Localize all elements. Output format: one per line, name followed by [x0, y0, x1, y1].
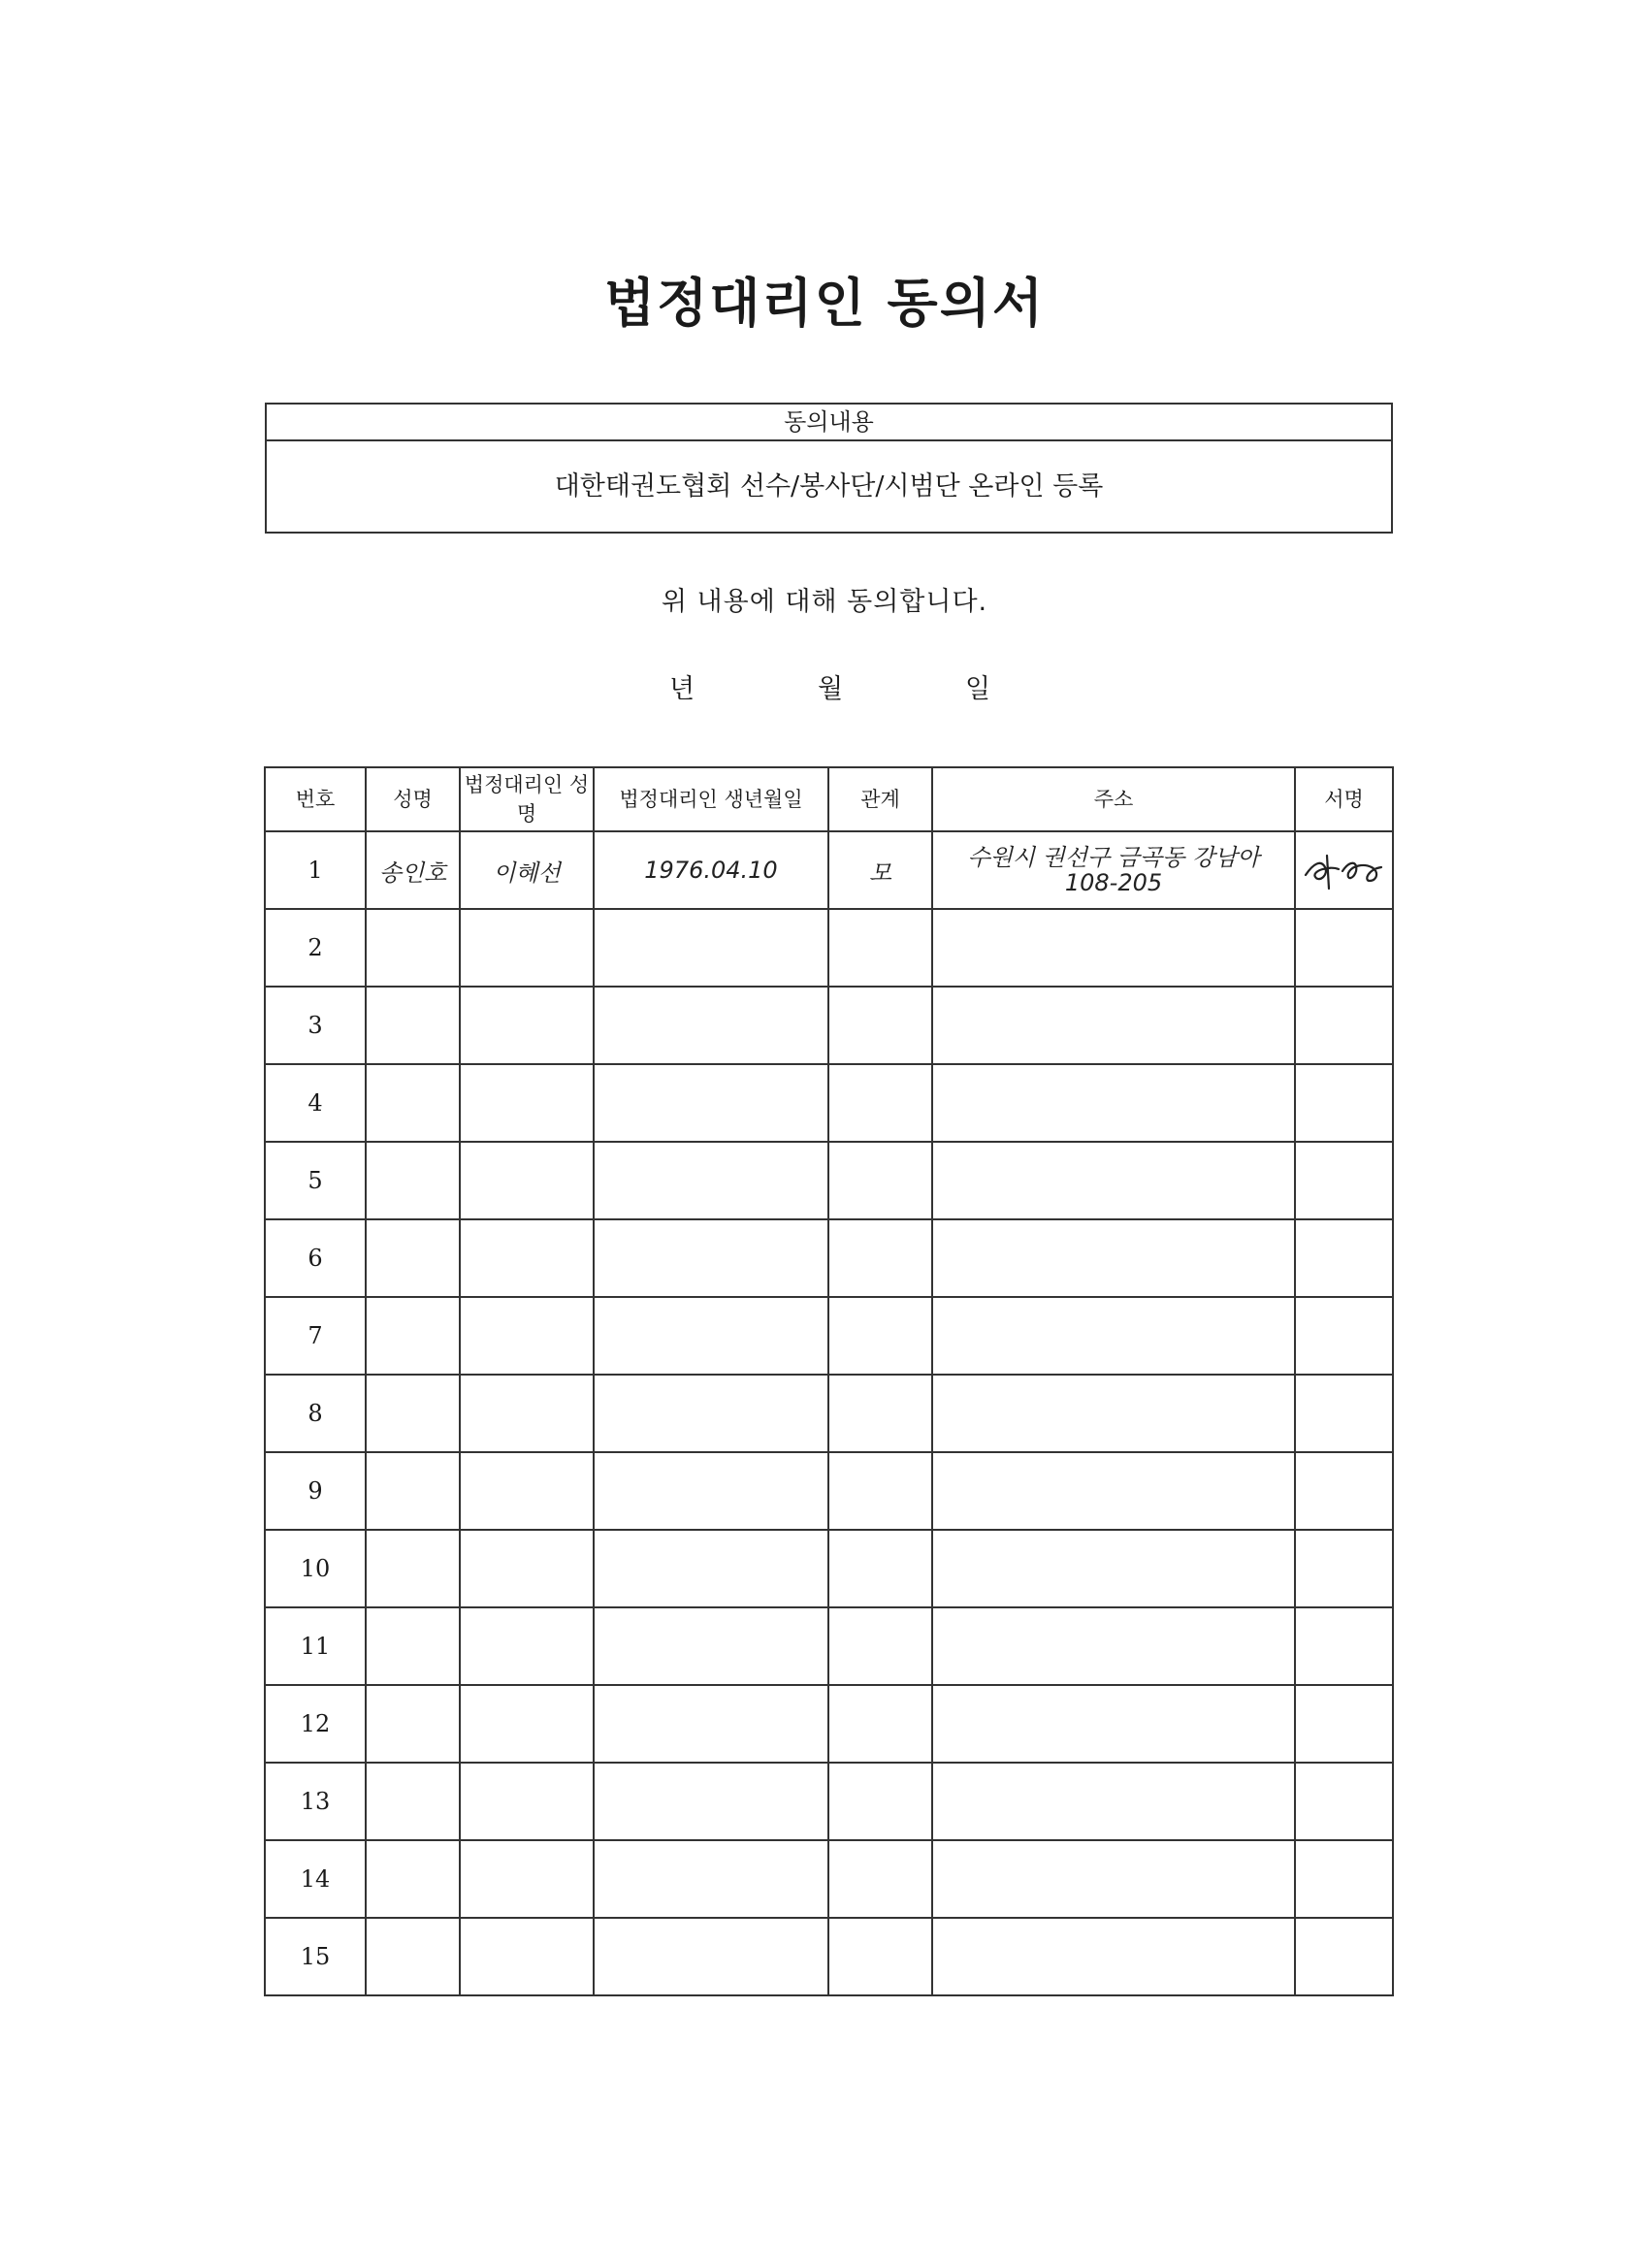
agree-statement: 위 내용에 대해 동의합니다. [661, 587, 988, 617]
row-number: 13 [265, 1763, 366, 1840]
row-number: 10 [265, 1530, 366, 1607]
player-name [366, 1142, 460, 1219]
address [932, 1685, 1295, 1763]
table-row [265, 1452, 1393, 1530]
guardian-name [460, 1763, 594, 1840]
table-row [265, 1219, 1393, 1297]
table-row [265, 987, 1393, 1064]
relation [828, 1064, 932, 1142]
signature [1295, 1375, 1393, 1452]
signature [1295, 1219, 1393, 1297]
guardian-birthdate: 1976.04.10 [594, 831, 828, 909]
guardian-birthdate [594, 1219, 828, 1297]
player-name [366, 1840, 460, 1918]
page-title: 법정대리인 동의서 [603, 273, 1046, 334]
row-number: 5 [265, 1142, 366, 1219]
table-row [265, 1918, 1393, 1995]
consent-header: 동의내용 [267, 405, 1391, 441]
relation [828, 1452, 932, 1530]
signature [1295, 909, 1393, 987]
table-row [265, 1297, 1393, 1375]
guardian-birthdate [594, 1530, 828, 1607]
guardian-birthdate [594, 1607, 828, 1685]
address [932, 1763, 1295, 1840]
signature [1295, 1452, 1393, 1530]
address [932, 1840, 1295, 1918]
relation [828, 1297, 932, 1375]
address [932, 831, 1295, 909]
row-number: 14 [265, 1840, 366, 1918]
row-number: 2 [265, 909, 366, 987]
signature [1295, 831, 1393, 909]
date-year-label: 년 [669, 674, 695, 704]
relation: 모 [828, 831, 932, 909]
table-row [265, 1530, 1393, 1607]
row-number: 3 [265, 987, 366, 1064]
table-row [265, 909, 1393, 987]
date-month-label: 월 [818, 674, 844, 704]
player-name: 송인호 [366, 831, 460, 909]
player-name [366, 987, 460, 1064]
guardian-birthdate [594, 987, 828, 1064]
guardian-birthdate [594, 909, 828, 987]
guardian-birthdate [594, 1297, 828, 1375]
table-row [265, 1685, 1393, 1763]
address [932, 1918, 1295, 1995]
header-no: 번호 [265, 767, 366, 831]
guardian-birthdate [594, 1763, 828, 1840]
row-number: 1 [265, 831, 366, 909]
relation [828, 1375, 932, 1452]
address [932, 1064, 1295, 1142]
address [932, 909, 1295, 987]
guardian-birthdate [594, 1918, 828, 1995]
player-name [366, 1763, 460, 1840]
address [932, 1607, 1295, 1685]
relation [828, 1763, 932, 1840]
relation [828, 1142, 932, 1219]
player-name [366, 1452, 460, 1530]
guardian-name [460, 909, 594, 987]
signature [1295, 1530, 1393, 1607]
player-name [366, 1685, 460, 1763]
relation [828, 1685, 932, 1763]
table-header-row [265, 767, 1393, 831]
signature [1295, 1297, 1393, 1375]
relation [828, 1530, 932, 1607]
player-name [366, 1064, 460, 1142]
consent-box [265, 403, 1393, 534]
address-line-2: 108-205 [1064, 869, 1163, 896]
guardian-name [460, 1142, 594, 1219]
row-number: 11 [265, 1607, 366, 1685]
relation [828, 1918, 932, 1995]
signature [1295, 1763, 1393, 1840]
guardian-name [460, 1840, 594, 1918]
address [932, 1452, 1295, 1530]
table-row [265, 1607, 1393, 1685]
player-name [366, 1607, 460, 1685]
guardian-birthdate [594, 1375, 828, 1452]
guardian-name [460, 1685, 594, 1763]
guardian-birthdate [594, 1685, 828, 1763]
table-row [265, 1064, 1393, 1142]
guardian-name: 이혜선 [460, 831, 594, 909]
date-day-label: 일 [965, 674, 991, 704]
guardian-birthdate [594, 1452, 828, 1530]
address [932, 1297, 1295, 1375]
address [932, 1219, 1295, 1297]
signature [1295, 1685, 1393, 1763]
guardian-name [460, 1297, 594, 1375]
guardian-name [460, 1918, 594, 1995]
guardian-name [460, 1375, 594, 1452]
player-name [366, 909, 460, 987]
address-line-1: 수원시 권선구 금곡동 강남아 [967, 844, 1260, 871]
table-row [265, 1840, 1393, 1918]
signature [1295, 1064, 1393, 1142]
guardian-birthdate [594, 1840, 828, 1918]
address [932, 1530, 1295, 1607]
relation [828, 1840, 932, 1918]
row-number: 12 [265, 1685, 366, 1763]
player-name [366, 1219, 460, 1297]
header-name: 성명 [366, 767, 460, 831]
row-number: 15 [265, 1918, 366, 1995]
header-guardian-name: 법정대리인 성명 [460, 767, 594, 831]
guardian-birthdate [594, 1064, 828, 1142]
relation [828, 987, 932, 1064]
relation [828, 909, 932, 987]
row-number: 4 [265, 1064, 366, 1142]
player-name [366, 1297, 460, 1375]
signature [1295, 987, 1393, 1064]
address [932, 1375, 1295, 1452]
signature [1295, 1142, 1393, 1219]
signature [1295, 1607, 1393, 1685]
row-number: 6 [265, 1219, 366, 1297]
signature [1295, 1840, 1393, 1918]
guardian-name [460, 1607, 594, 1685]
player-name [366, 1375, 460, 1452]
address [932, 1142, 1295, 1219]
guardian-name [460, 1530, 594, 1607]
guardian-consent-table [264, 766, 1394, 1996]
header-guardian-birth: 법정대리인 생년월일 [594, 767, 828, 831]
handwritten-signature-icon [1300, 846, 1389, 894]
relation [828, 1219, 932, 1297]
table-row [265, 1142, 1393, 1219]
header-address: 주소 [932, 767, 1295, 831]
table-row [265, 1763, 1393, 1840]
header-signature: 서명 [1295, 767, 1393, 831]
guardian-name [460, 987, 594, 1064]
address [932, 987, 1295, 1064]
guardian-name [460, 1452, 594, 1530]
guardian-name [460, 1219, 594, 1297]
row-number: 8 [265, 1375, 366, 1452]
guardian-name [460, 1064, 594, 1142]
row-number: 7 [265, 1297, 366, 1375]
row-number: 9 [265, 1452, 366, 1530]
header-relation: 관계 [828, 767, 932, 831]
player-name [366, 1918, 460, 1995]
player-name [366, 1530, 460, 1607]
consent-body: 대한태권도협회 선수/봉사단/시범단 온라인 등록 [554, 471, 1104, 502]
signature [1295, 1918, 1393, 1995]
guardian-birthdate [594, 1142, 828, 1219]
relation [828, 1607, 932, 1685]
table-row [265, 831, 1393, 909]
table-row [265, 1375, 1393, 1452]
